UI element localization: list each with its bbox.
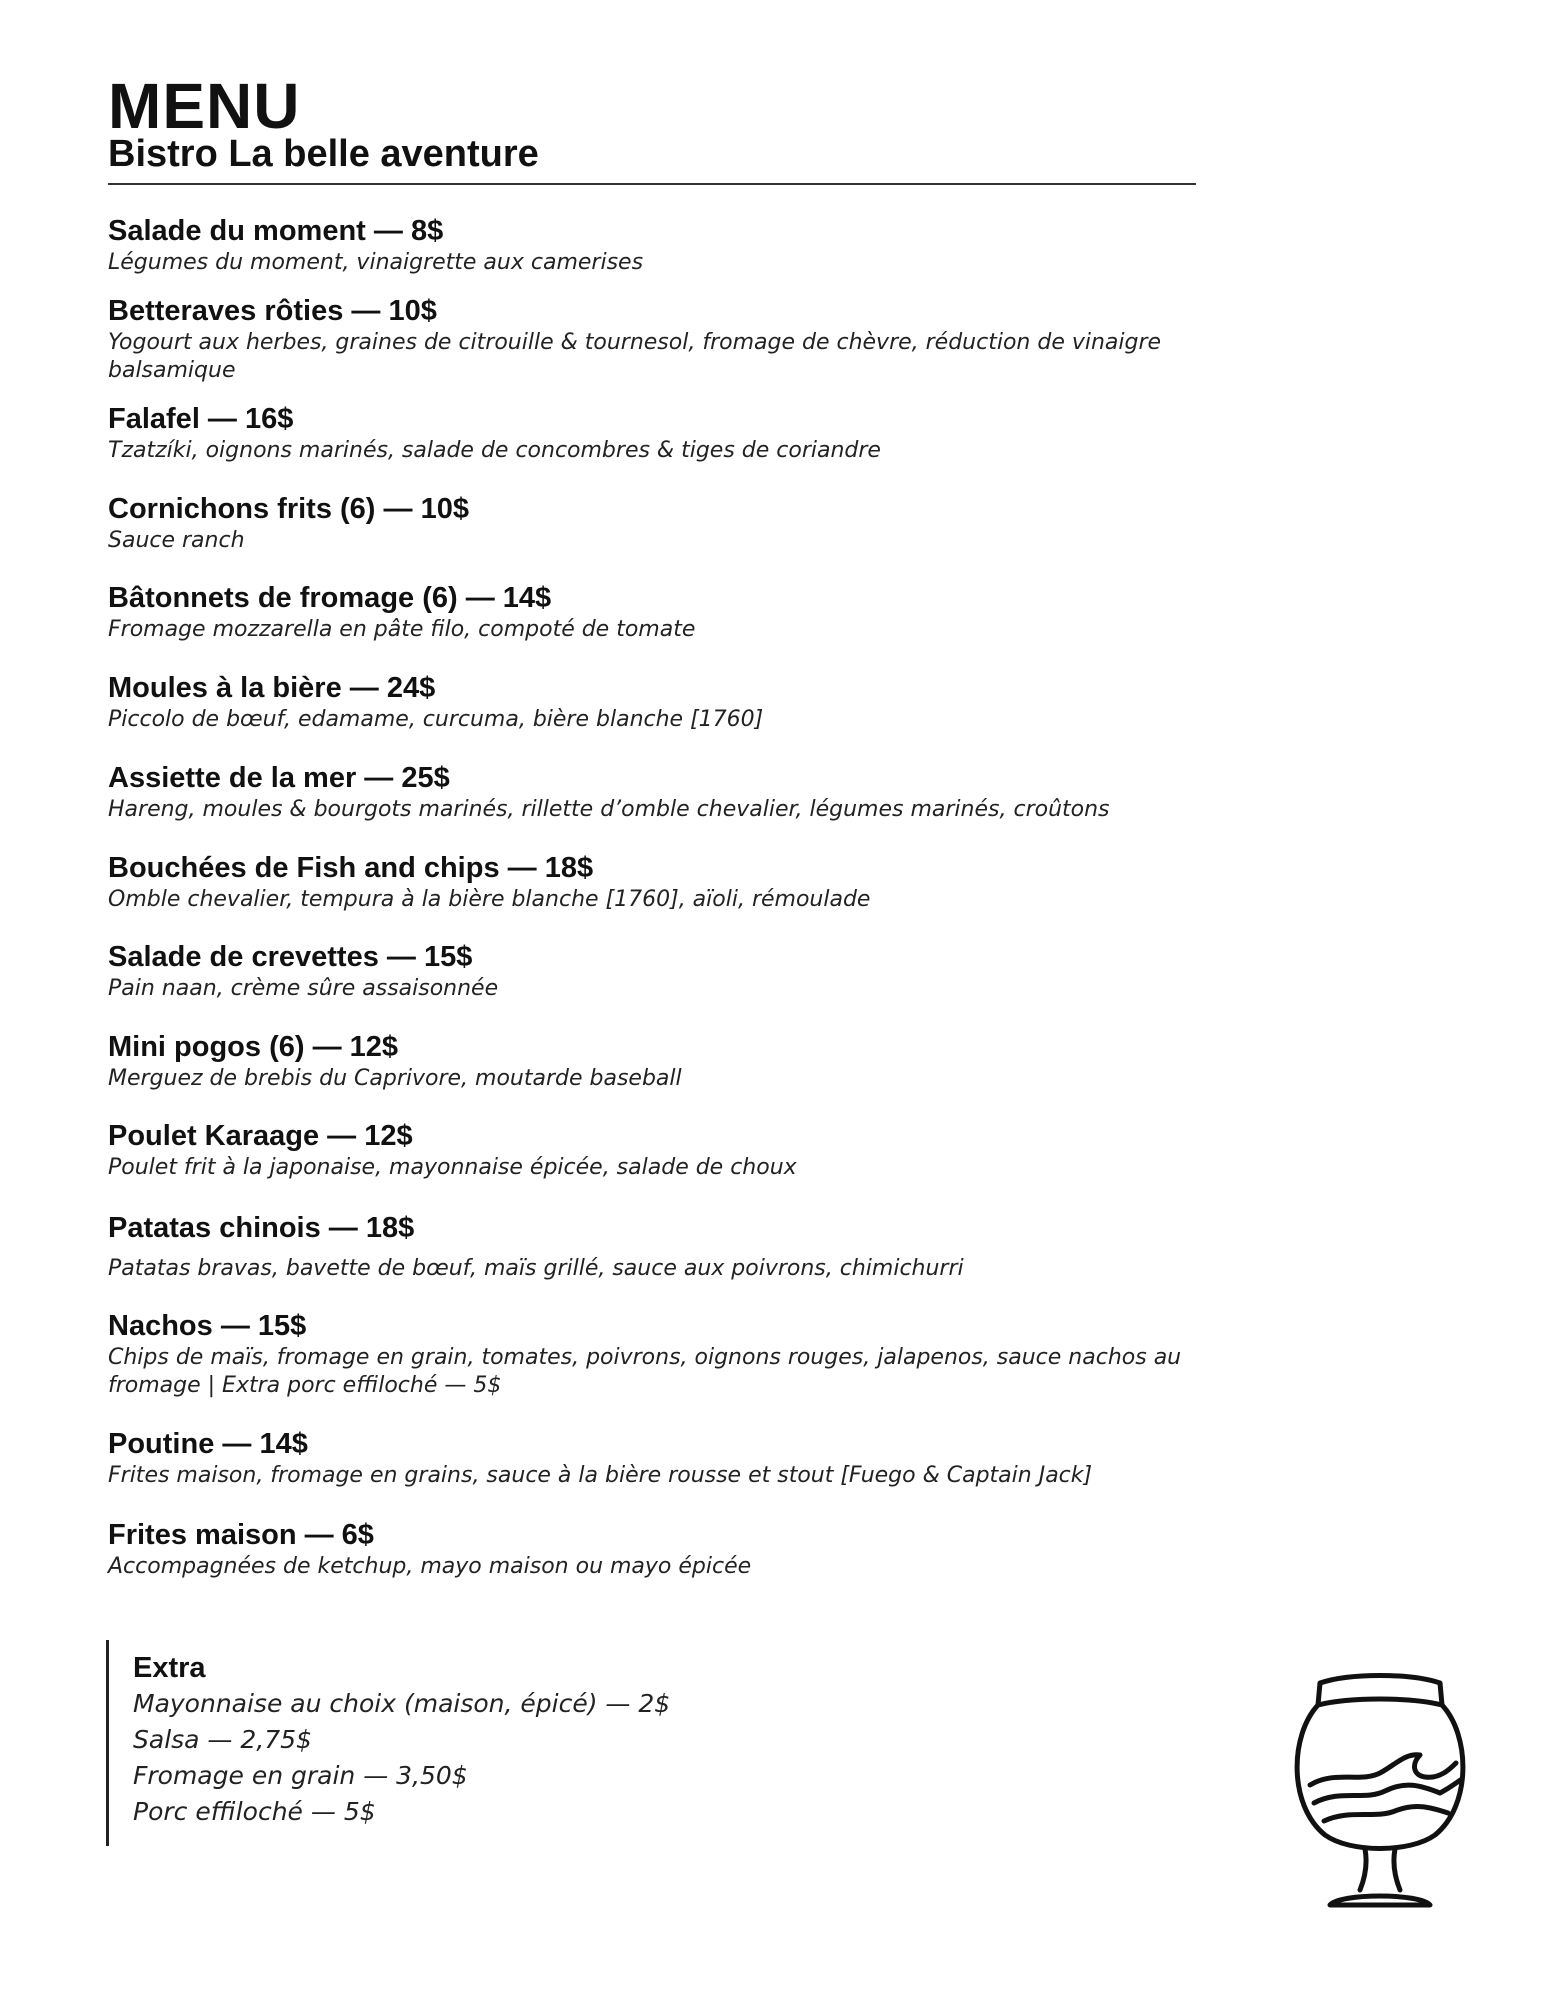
beer-glass-wave-icon: [1280, 1665, 1480, 1925]
menu-item: [108, 1427, 1218, 1490]
item-name: Bâtonnets de fromage (6) — 14$: [108, 582, 552, 614]
item-description: Frites maison, fromage en grains, sauce à la bière rousse et stout [Fuego & Captain Jack]: [108, 1463, 1093, 1488]
item-name: Salade du moment — 8$: [108, 215, 444, 247]
item-description: Poulet frit à la japonaise, mayonnaise épicée, salade de choux: [108, 1155, 797, 1180]
extras-title: Extra: [133, 1652, 206, 1684]
item-name: Nachos — 15$: [108, 1310, 307, 1342]
menu-item: [108, 402, 1218, 465]
menu-item: [108, 581, 1218, 644]
item-name: Frites maison — 6$: [108, 1519, 374, 1551]
item-description: Omble chevalier, tempura à la bière blanche [1760], aïoli, rémoulade: [108, 887, 871, 912]
menu-item: [108, 294, 1218, 385]
item-description: Légumes du moment, vinaigrette aux camerises: [108, 250, 644, 275]
menu-item: [108, 671, 1218, 734]
item-description: Sauce ranch: [108, 528, 245, 553]
item-description: Piccolo de bœuf, edamame, curcuma, bière blanche [1760]: [108, 707, 764, 732]
menu-item: [108, 851, 1218, 914]
item-description: Fromage mozzarella en pâte filo, compoté de tomate: [108, 617, 696, 642]
menu-item: [108, 1119, 1218, 1182]
menu-item: [108, 1030, 1218, 1093]
item-description: Pain naan, crème sûre assaisonnée: [108, 976, 499, 1001]
menu-item: [108, 1309, 1218, 1400]
title-divider: [108, 183, 1196, 185]
item-description: Accompagnées de ketchup, mayo maison ou mayo épicée: [108, 1554, 752, 1579]
item-description: Chips de maïs, fromage en grain, tomates, poivrons, oignons rouges, jalapenos, sauce nachos au fromage | Extra porc effiloché — 5$: [108, 1345, 1182, 1398]
menu-item: [108, 1211, 1218, 1283]
extras-section: [106, 1640, 670, 1846]
menu-item: [108, 492, 1218, 555]
extra-item: Fromage en grain — 3,50$: [133, 1761, 468, 1790]
menu-item: [108, 214, 1218, 277]
item-description: Hareng, moules & bourgots marinés, rillette d’omble chevalier, légumes marinés, croûtons: [108, 797, 1110, 822]
extra-item: Mayonnaise au choix (maison, épicé) — 2$: [133, 1689, 671, 1718]
menu-item: [108, 1518, 1218, 1581]
page-title: MENU: [108, 70, 301, 142]
item-name: Moules à la bière — 24$: [108, 672, 436, 704]
item-description: Merguez de brebis du Caprivore, moutarde baseball: [108, 1066, 682, 1091]
item-description: Tzatzíki, oignons marinés, salade de concombres & tiges de coriandre: [108, 438, 881, 463]
item-description: Patatas bravas, bavette de bœuf, maïs grillé, sauce aux poivrons, chimichurri: [108, 1256, 964, 1281]
item-name: Mini pogos (6) — 12$: [108, 1031, 399, 1063]
item-name: Betteraves rôties — 10$: [108, 295, 437, 327]
menu-item: [108, 940, 1218, 1003]
item-name: Patatas chinois — 18$: [108, 1212, 415, 1244]
item-name: Cornichons frits (6) — 10$: [108, 493, 469, 525]
item-name: Bouchées de Fish and chips — 18$: [108, 852, 594, 884]
item-name: Assiette de la mer — 25$: [108, 762, 450, 794]
item-description: Yogourt aux herbes, graines de citrouille & tournesol, fromage de chèvre, réduction de vinaigre balsamique: [108, 330, 1162, 383]
restaurant-name: Bistro La belle aventure: [108, 133, 539, 175]
item-name: Salade de crevettes — 15$: [108, 941, 473, 973]
extra-item: Porc effiloché — 5$: [133, 1797, 376, 1826]
item-name: Poutine — 14$: [108, 1428, 308, 1460]
item-name: Falafel — 16$: [108, 403, 294, 435]
menu-item: [108, 761, 1218, 824]
extra-item: Salsa — 2,75$: [133, 1725, 312, 1754]
item-name: Poulet Karaage — 12$: [108, 1120, 413, 1152]
